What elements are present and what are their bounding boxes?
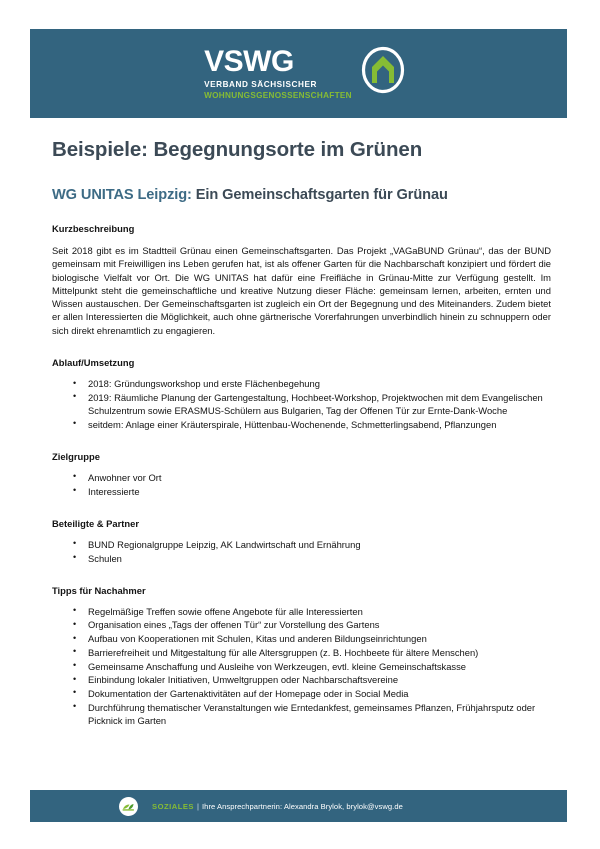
section-heading-ablauf-umsetzung: Ablauf/Umsetzung [52, 357, 135, 369]
section-list-beteiligte-partner [52, 538, 551, 565]
list-item: • BUND Regionalgruppe Leipzig, AK Landwirtschaft und Ernährung [52, 538, 551, 551]
subtitle-rest-part: Ein Gemeinschaftsgarten für Grünau [191, 187, 448, 203]
footer-contact-label: Ihre Ansprechpartnerin: Alexandra Brylok, brylok@vswg.de [202, 801, 403, 811]
subtitle-bold-part: WG UNITAS Leipzig: [52, 187, 192, 203]
page-title: Beispiele: Begegnungsorte im Grünen [52, 138, 423, 161]
list-item: • Organisation eines „Tags der offenen Tür“ zur Vorstellung des Gartens [52, 618, 551, 631]
list-item: • Barrierefreiheit und Mitgestaltung für alle Altersgruppen (z. B. Hochbeete für ältere Menschen) [52, 646, 551, 659]
house-in-circle-icon [361, 46, 405, 94]
section-heading-tipps-fuer-nachahmer: Tipps für Nachahmer [52, 584, 146, 596]
list-item: • Durchführung thematischer Veranstaltungen wie Erntedankfest, gemeinsames Pflanzen, Frühjahrsputz oder Picknick im Garten [52, 701, 551, 727]
document-subtitle [52, 187, 551, 203]
footer-category-label: SOZIALES [152, 801, 194, 811]
list-item: • Aufbau von Kooperationen mit Schulen, Kitas und anderen Bildungseinrichtungen [52, 632, 551, 645]
list-item: • Dokumentation der Gartenaktivitäten auf der Homepage oder in Social Media [52, 687, 551, 700]
footer-contact-text [152, 802, 403, 811]
section-heading-zielgruppe: Zielgruppe [52, 450, 100, 462]
sozialeslogo-glyph [121, 799, 136, 814]
list-item: • Schulen [52, 552, 551, 565]
section-list-zielgruppe [52, 471, 551, 498]
logo-subtitle-line-2: WOHNUNGSGENOSSENSCHAFTEN [204, 90, 352, 100]
list-item: • 2019: Räumliche Planung der Gartengestaltung, Hochbeet-Workshop, Projektwochen mit dem Evangelischen Schulzentrum sowie ERASMUS-Schülern aus Bulgarien, Tag der Offenen Tür zur Ernte-Dank-Woche [52, 391, 551, 417]
list-item: • seitdem: Anlage einer Kräuterspirale, Hüttenbau-Wochenende, Schmetterlingsabend, Pflanzungen [52, 418, 551, 431]
section-heading-kurzbeschreibung: Kurzbeschreibung [52, 223, 135, 234]
logo-subtitle-line-1: VERBAND SÄCHSISCHER [204, 79, 317, 89]
vswg-logo [204, 47, 405, 99]
document-content [52, 138, 551, 728]
list-item: • Anwohner vor Ort [52, 471, 551, 484]
section-list-tipps-fuer-nachahmer [52, 605, 551, 727]
list-item: • Regelmäßige Treffen sowie offene Angebote für alle Interessierten [52, 605, 551, 618]
footer-band [30, 790, 567, 822]
list-item: • Gemeinsame Anschaffung und Ausleihe von Werkzeugen, evtl. kleine Gemeinschaftskasse [52, 660, 551, 673]
section-paragraph-kurzbeschreibung: Seit 2018 gibt es im Stadtteil Grünau einen Gemeinschaftsgarten. Das Projekt „VAGaBUND Grünau“, das der BUND gemeinsam mit Freiwilligen ins Leben gerufen hat, ist als offener Garten für die Nachbarschaft konzipiert und fördert die biologische Vielfalt vor Ort. Die WG UNITAS hat dafür eine Freifläche in Grünau-Mitte zur Verfügung gestellt. Im Mittelpunkt steht die gemeinschaftliche und kreative Nutzung dieser Fläche: gemeinsam lernen, arbeiten, ernten und Wissen austauschen. Der Gemeinschaftsgarten ist zugleich ein Ort der Begegnung und des Miteinanders. Zudem bietet er allen Interessierten die Möglichkeit, auch ohne gärtnerische Vorerfahrungen unverbindlich hinein zu schnuppern oder sich direkt ehrenamtlich zu engagieren. [52, 245, 551, 336]
header-band [30, 29, 567, 118]
logo-text-block [204, 47, 352, 99]
section-heading-beteiligte-partner: Beteiligte & Partner [52, 517, 140, 529]
list-item: • Einbindung lokaler Initiativen, Umweltgruppen oder Nachbarschaftsvereine [52, 673, 551, 686]
list-item: • 2018: Gründungsworkshop und erste Flächenbegehung [52, 377, 551, 390]
list-item: • Interessierte [52, 485, 551, 498]
sozialeslogo-icon [119, 797, 138, 816]
logo-brand-text: VSWG [204, 45, 294, 79]
footer-separator: | [196, 801, 200, 811]
section-list-ablauf-umsetzung [52, 377, 551, 431]
